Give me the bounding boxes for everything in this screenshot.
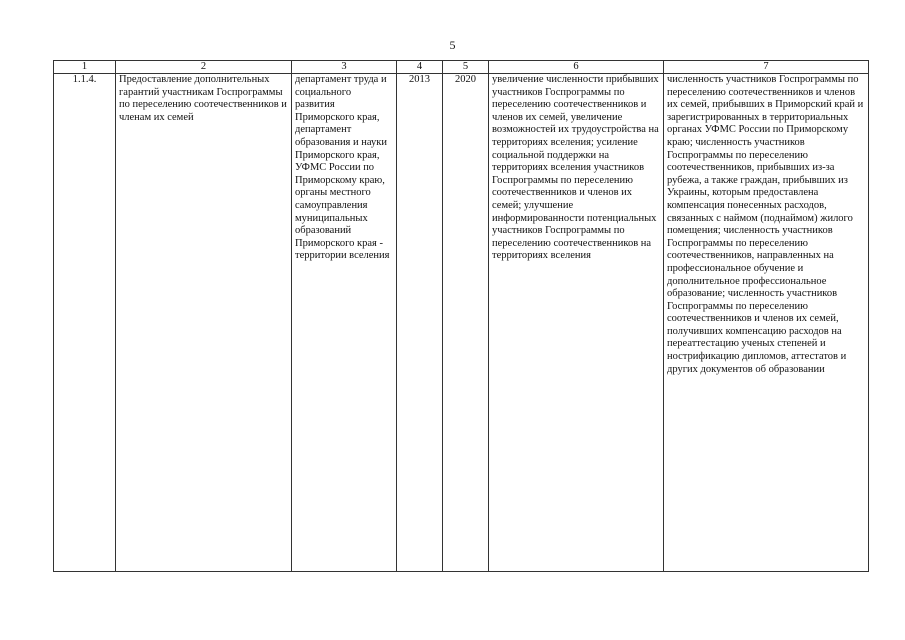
measure-code-cell: 1.1.4. [54,74,116,572]
page-number: 5 [449,38,456,52]
header-row [54,61,869,74]
column-header-4: 4 [397,61,443,74]
table-row [54,74,869,572]
end-year-cell: 2020 [443,74,489,572]
column-header-2: 2 [116,61,292,74]
expected-result-cell: увеличение численности прибывших участников Госпрограммы по переселению соотечественников и членов их семей, увеличение возможностей их трудоустройства на территориях вселения; усиление социальной поддержки на территориях вселения участников Госпрограммы по переселению соотечественников и членов их семей; улучшение информированности потенциальных участников Госпрограммы по переселению соотечественников на территориях вселения [489,74,664,572]
executor-cell: департамент труда и социального развития Приморского края, департамент образования и науки Приморского края, УФМС России по Приморскому краю, органы местного самоуправления муниципальных образований Приморского края - территории вселения [292,74,397,572]
column-header-3: 3 [292,61,397,74]
column-header-1: 1 [54,61,116,74]
indicators-cell: численность участников Госпрограммы по переселению соотечественников и членов их семей, прибывших в Приморский край и зарегистрированных в территориальных органах УФМС России по Приморскому краю; численность участников Госпрограммы по переселению соотечественников, прибывших из-за рубежа, а также граждан, прибывших из Украины, которым предоставлена компенсация понесенных расходов, связанных с наймом (поднаймом) жилого помещения; численность участников Госпрограммы по переселению соотечественников, направленных на профессиональное обучение и дополнительное профессиональное образование; численность участников Госпрограммы по переселению соотечественников и членов их семей, получивших компенсацию расходов на переаттестацию ученых степеней и нострификацию дипломов, аттестатов и других документов об образовании [664,74,869,572]
column-header-6: 6 [489,61,664,74]
start-year-cell: 2013 [397,74,443,572]
column-header-7: 7 [664,61,869,74]
measure-name-cell: Предоставление дополнительных гарантий участникам Госпрограммы по переселению соотечественников и членам их семей [116,74,292,572]
program-measures-table [53,60,869,572]
column-header-5: 5 [443,61,489,74]
